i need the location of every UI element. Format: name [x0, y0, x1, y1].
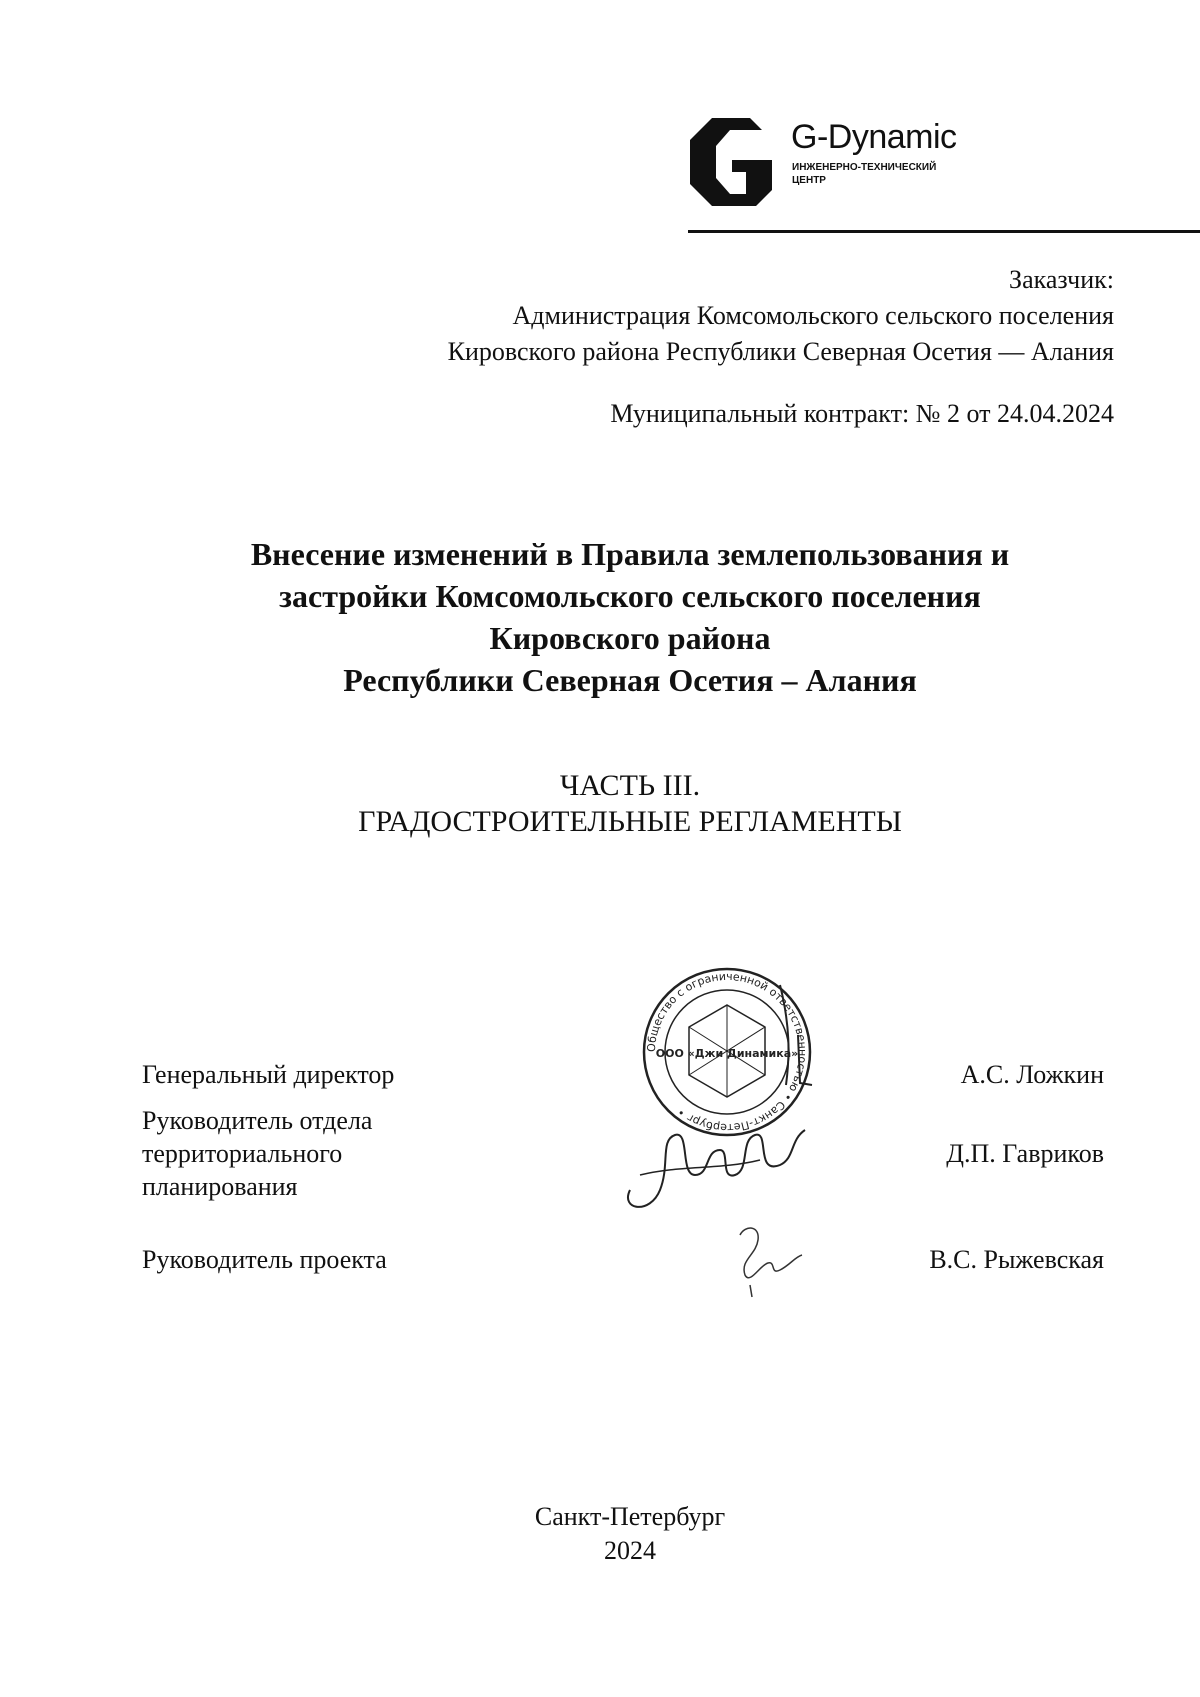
signature-gavrikov [620, 1120, 810, 1210]
company-logo [690, 118, 970, 208]
brand-name: G-Dynamic [791, 118, 957, 156]
header-divider [688, 230, 1200, 233]
part-name: ГРАДОСТРОИТЕЛЬНЫЕ РЕГЛАМЕНТЫ [358, 805, 902, 838]
customer-line2: Кировского района Республики Северная Осетия — Алания [447, 337, 1114, 366]
title-line1: Внесение изменений в Правила землепользования и [250, 536, 1010, 572]
signature-name-2: Д.П. Гавриков [946, 1139, 1104, 1168]
g-dynamic-logo-icon [690, 118, 772, 206]
footer-city: Санкт-Петербург [534, 1502, 726, 1531]
footer [100, 1500, 1160, 1568]
role-line: Генеральный директор [142, 1060, 395, 1089]
title-line2: застройки Комсомольского сельского поселения [279, 578, 981, 614]
role-line: Руководитель проекта [142, 1245, 387, 1274]
role-line: территориального [142, 1139, 343, 1168]
signature-name-3: В.С. Рыжевская [929, 1245, 1104, 1274]
customer-line1: Администрация Комсомольского сельского поселения [512, 301, 1114, 330]
brand-subtitle-line1: ИНЖЕНЕРНО-ТЕХНИЧЕСКИЙ [792, 162, 937, 173]
signature-role-1 [142, 1058, 394, 1091]
part-number: ЧАСТЬ III. [559, 769, 701, 802]
company-seal [640, 965, 815, 1140]
brand-subtitle-line2: ЦЕНТР [792, 175, 826, 186]
title-line4: Республики Северная Осетия – Алания [343, 662, 917, 698]
document-title [100, 533, 1160, 701]
seal-center-text: ООО «Джи Динамика» [655, 1047, 799, 1060]
customer-label: Заказчик: [1009, 265, 1114, 294]
role-line: планирования [142, 1172, 298, 1201]
signature-role-3 [142, 1243, 387, 1276]
signature-role-2 [142, 1104, 372, 1203]
signature-name-1: А.С. Ложкин [960, 1060, 1104, 1089]
footer-year: 2024 [604, 1536, 656, 1565]
document-part [100, 768, 1160, 840]
role-line: Руководитель отдела [142, 1106, 373, 1135]
signature-ryzhevskaya [720, 1215, 810, 1305]
title-line3: Кировского района [489, 620, 771, 656]
seal-outer-text: Общество с ограниченной ответственностью • Санкт-Петербург • [644, 969, 810, 1135]
brand-subtitle [792, 161, 936, 187]
contract-number: Муниципальный контракт: № 2 от 24.04.2024 [610, 399, 1114, 428]
